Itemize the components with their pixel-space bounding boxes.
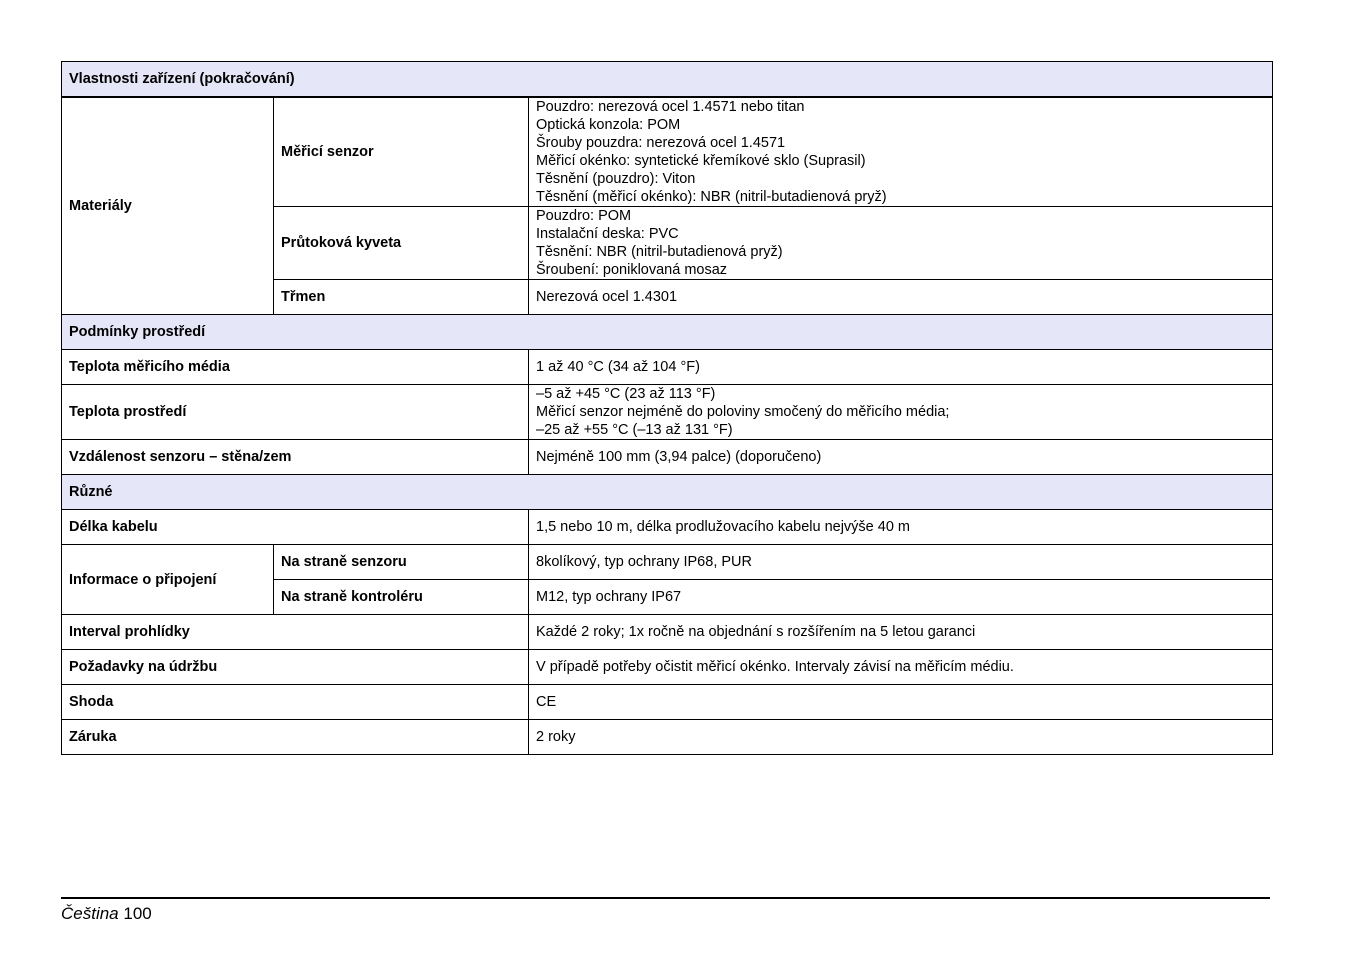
ambient-temp-label: Teplota prostředí bbox=[62, 385, 529, 440]
footer-divider bbox=[61, 897, 1270, 899]
inspection-value: Každé 2 roky; 1x ročně na objednání s rozšířením na 5 letou garanci bbox=[529, 615, 1273, 650]
flow-cell-label: Průtoková kyveta bbox=[274, 207, 529, 280]
text-line: –5 až +45 °C (23 až 113 °F) bbox=[536, 386, 716, 402]
conformity-label: Shoda bbox=[62, 685, 529, 720]
section-title-misc: Různé bbox=[62, 475, 1273, 510]
cable-length-label: Délka kabelu bbox=[62, 510, 529, 545]
bracket-value: Nerezová ocel 1.4301 bbox=[529, 280, 1273, 315]
table-row bbox=[62, 615, 1273, 650]
table-row bbox=[62, 510, 1273, 545]
medium-temp-value: 1 až 40 °C (34 až 104 °F) bbox=[529, 350, 1273, 385]
maintenance-value: V případě potřeby očistit měřicí okénko. Intervaly závisí na měřicím médiu. bbox=[529, 650, 1273, 685]
section-title-environment: Podmínky prostředí bbox=[62, 315, 1273, 350]
section-row-device bbox=[62, 62, 1273, 98]
warranty-label: Záruka bbox=[62, 720, 529, 755]
warranty-value: 2 roky bbox=[529, 720, 1273, 755]
text-line: Měřicí senzor nejméně do poloviny smočený do měřicího média; bbox=[536, 404, 950, 420]
text-line: Šroubení: poniklovaná mosaz bbox=[536, 262, 728, 278]
controller-side-value: M12, typ ochrany IP67 bbox=[529, 580, 1273, 615]
controller-side-label: Na straně kontroléru bbox=[274, 580, 529, 615]
bracket-label: Třmen bbox=[274, 280, 529, 315]
table-row bbox=[62, 97, 1273, 207]
inspection-label: Interval prohlídky bbox=[62, 615, 529, 650]
table-row bbox=[62, 650, 1273, 685]
text-line: Instalační deska: PVC bbox=[536, 226, 679, 242]
text-line: Těsnění: NBR (nitril-butadienová pryž) bbox=[536, 244, 783, 260]
distance-label: Vzdálenost senzoru – stěna/zem bbox=[62, 440, 529, 475]
ambient-temp-value bbox=[529, 385, 1273, 440]
cable-length-value: 1,5 nebo 10 m, délka prodlužovacího kabelu nejvýše 40 m bbox=[529, 510, 1273, 545]
sensor-side-label: Na straně senzoru bbox=[274, 545, 529, 580]
text-line: Těsnění (měřicí okénko): NBR (nitril-butadienová pryž) bbox=[536, 189, 887, 205]
footer-language: Čeština bbox=[61, 904, 119, 923]
sensor-material-value bbox=[529, 97, 1273, 207]
text-line: Měřicí okénko: syntetické křemíkové sklo (Suprasil) bbox=[536, 153, 866, 169]
page-number: 100 bbox=[123, 904, 152, 923]
connection-label: Informace o připojení bbox=[62, 545, 274, 615]
table-row bbox=[62, 350, 1273, 385]
maintenance-label: Požadavky na údržbu bbox=[62, 650, 529, 685]
table-row bbox=[62, 685, 1273, 720]
text-line: Optická konzola: POM bbox=[536, 117, 681, 133]
specifications-table bbox=[61, 61, 1273, 755]
table-row bbox=[62, 720, 1273, 755]
conformity-value: CE bbox=[529, 685, 1273, 720]
text-line: Pouzdro: nerezová ocel 1.4571 nebo titan bbox=[536, 99, 805, 115]
table-row bbox=[62, 385, 1273, 440]
table-row bbox=[62, 545, 1273, 580]
text-line: –25 až +55 °C (–13 až 131 °F) bbox=[536, 422, 733, 438]
sensor-side-value: 8kolíkový, typ ochrany IP68, PUR bbox=[529, 545, 1273, 580]
medium-temp-label: Teplota měřicího média bbox=[62, 350, 529, 385]
text-line: Pouzdro: POM bbox=[536, 208, 632, 224]
section-title-device: Vlastnosti zařízení (pokračování) bbox=[62, 62, 1273, 98]
text-line: Těsnění (pouzdro): Viton bbox=[536, 171, 696, 187]
materials-label: Materiály bbox=[62, 97, 274, 315]
section-row-environment bbox=[62, 315, 1273, 350]
sensor-material-label: Měřicí senzor bbox=[274, 97, 529, 207]
text-line: Šrouby pouzdra: nerezová ocel 1.4571 bbox=[536, 135, 786, 151]
section-row-misc bbox=[62, 475, 1273, 510]
page-footer bbox=[61, 904, 152, 924]
flow-cell-value bbox=[529, 207, 1273, 280]
table-row bbox=[62, 440, 1273, 475]
distance-value: Nejméně 100 mm (3,94 palce) (doporučeno) bbox=[529, 440, 1273, 475]
